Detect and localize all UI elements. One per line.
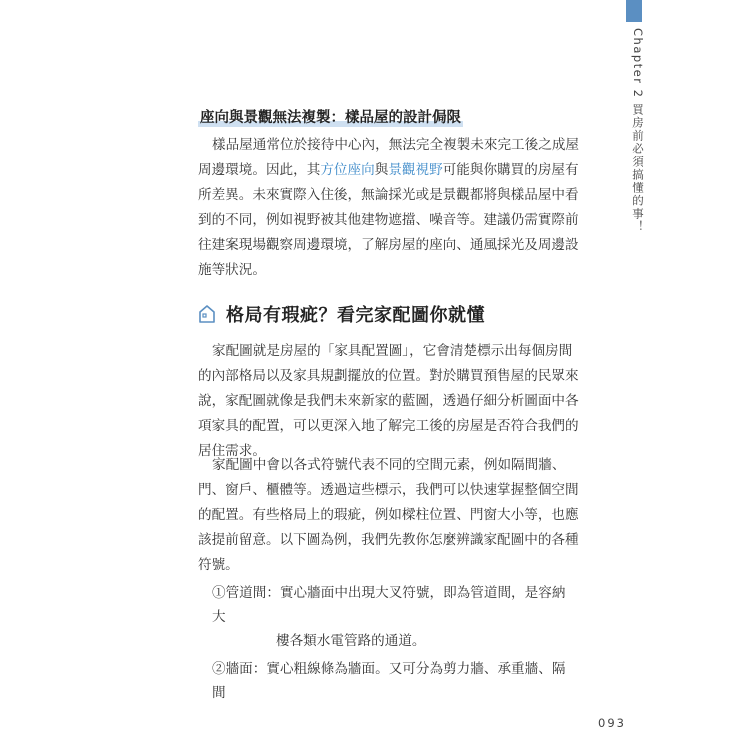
house-icon bbox=[198, 304, 216, 324]
paragraph-line-highlighted bbox=[198, 158, 579, 183]
paragraph-line: 說，家配圖就像是我們未來新家的藍圖，透過仔細分析圖面中各 bbox=[198, 393, 579, 409]
symbol-list bbox=[212, 581, 572, 705]
text-run: 可能與你購買的房屋有 bbox=[442, 162, 579, 178]
list-item-wall: ②牆面：實心粗線條為牆面。又可分為剪力牆、承重牆、隔間 bbox=[212, 661, 566, 701]
highlight-view: 景觀視野 bbox=[388, 162, 443, 178]
paragraph-line: 施等狀況。 bbox=[198, 262, 266, 278]
section-heading-floor-plan bbox=[198, 301, 485, 327]
paragraph-line: 項家具的配置，可以更深入地了解完工後的房屋是否符合我們的 bbox=[198, 418, 579, 434]
paragraph-line: 到的不同，例如視野被其他建物遮擋、噪音等。建議仍需實際前 bbox=[198, 212, 579, 228]
paragraph-line: 符號。 bbox=[198, 557, 239, 573]
list-item-continuation: 樓各類水電管路的通道。 bbox=[276, 633, 426, 649]
paragraph-line: 的配置。有些格局上的瑕疵，例如樑柱位置、門窗大小等，也應 bbox=[198, 507, 579, 523]
paragraph-line: 居住需求。 bbox=[198, 443, 266, 459]
section-heading-text: 格局有瑕疵？看完家配圖你就懂 bbox=[226, 305, 485, 326]
text-run: 周邊環境。因此，其 bbox=[198, 162, 321, 178]
paragraph-line: 所差異。未來實際入住後，無論採光或是景觀都將與樣品屋中看 bbox=[198, 187, 579, 203]
chapter-side-label: Chapter 2 買房前必須搞懂的事！ bbox=[631, 28, 645, 234]
paragraph-floor-plan-intro bbox=[198, 339, 579, 464]
paragraph-line: 的內部格局以及家具規劃擺放的位置。對於購買預售屋的民眾來 bbox=[198, 368, 579, 384]
paragraph-line: 該提前留意。以下圖為例，我們先教你怎麼辨識家配圖中的各種 bbox=[198, 532, 579, 548]
highlight-orientation: 方位座向 bbox=[320, 162, 375, 178]
section-title-sample-house: 座向與景觀無法複製：樣品屋的設計侷限 bbox=[198, 106, 463, 127]
list-item-pipe-shaft: ①管道間：實心牆面中出現大叉符號，即為管道間，是容納大 bbox=[212, 585, 566, 625]
page-number: 093 bbox=[598, 716, 626, 730]
chapter-tab-marker bbox=[626, 0, 642, 22]
text-run: 與 bbox=[374, 162, 389, 178]
paragraph-sample-house bbox=[198, 133, 580, 283]
paragraph-line: 樣品屋通常位於接待中心內，無法完全複製未來完工後之成屋 bbox=[212, 137, 580, 153]
paragraph-line: 門、窗戶、櫃體等。透過這些標示，我們可以快速掌握整個空間 bbox=[198, 482, 579, 498]
paragraph-line: 往建案現場觀察周邊環境，了解房屋的座向、通風採光及周邊設 bbox=[198, 237, 579, 253]
paragraph-line: 家配圖就是房屋的「家具配置圖」，它會清楚標示出每個房間 bbox=[212, 343, 573, 359]
paragraph-floor-plan-symbols bbox=[198, 453, 579, 578]
paragraph-line: 家配圖中會以各式符號代表不同的空間元素，例如隔間牆、 bbox=[212, 457, 566, 473]
